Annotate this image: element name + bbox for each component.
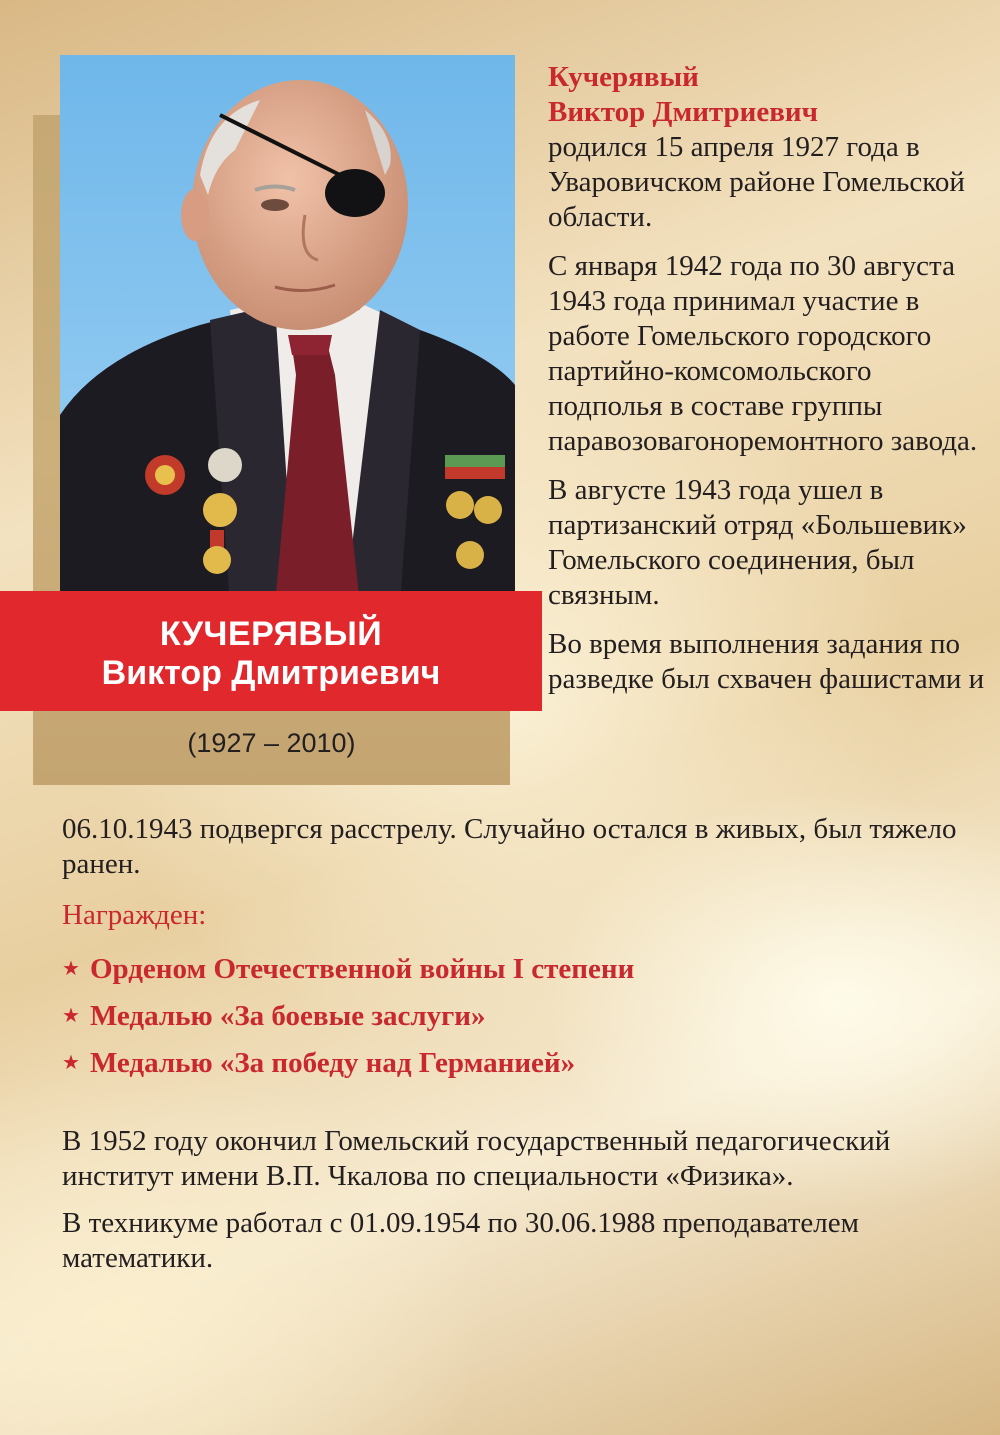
born-text: родился 15 апреля 1927 года в Уваровичском районе Гомельской области.	[548, 131, 965, 233]
bio-paragraph-partisans: В августе 1943 года ушел в партизанский отряд «Большевик» Гомельского соединения, был связным.	[548, 474, 967, 611]
name-banner	[0, 591, 542, 711]
life-years: (1927 – 2010)	[187, 728, 356, 758]
bio-paragraph-capture: Во время выполнения задания по разведке был схвачен фашистами и	[548, 628, 985, 695]
education-paragraph: В 1952 году окончил Гомельский государственный педагогический институт имени В.П. Чкалова по специальности «Физика».	[62, 1125, 891, 1192]
banner-surname: КУЧЕРЯВЫЙ	[159, 615, 383, 653]
intro-paragraph	[548, 60, 988, 235]
star-icon: ★	[62, 1050, 80, 1074]
education-career	[62, 1124, 962, 1288]
star-icon: ★	[62, 1003, 80, 1027]
hero-name-line1: Кучерявый	[548, 61, 699, 93]
career-paragraph: В техникуме работал с 01.09.1954 по 30.06.1988 преподавателем математики.	[62, 1207, 859, 1274]
banner-given-names: Виктор Дмитриевич	[101, 654, 441, 692]
hero-name-line2: Виктор Дмитриевич	[548, 96, 818, 128]
star-icon: ★	[62, 956, 80, 980]
awards-title: Награжден:	[62, 899, 207, 931]
portrait-photo	[60, 55, 515, 605]
bio-paragraph-underground: С января 1942 года по 30 августа 1943 года принимал участие в работе Гомельского городского партийно-комсомольского подполья в составе группы паравозовагоноремонтного завода.	[548, 250, 978, 457]
biography-column	[548, 60, 988, 711]
award-item: ★ Медалью «За победу над Германией»	[62, 1047, 576, 1079]
award-item: ★ Медалью «За боевые заслуги»	[62, 1000, 486, 1032]
award-item: ★ Орденом Отечественной войны I степени	[62, 953, 635, 985]
awards-list	[62, 945, 634, 1086]
bio-paragraph-continuation: 06.10.1943 подвергся расстрелу. Случайно остался в живых, был тяжело ранен.	[62, 813, 957, 880]
